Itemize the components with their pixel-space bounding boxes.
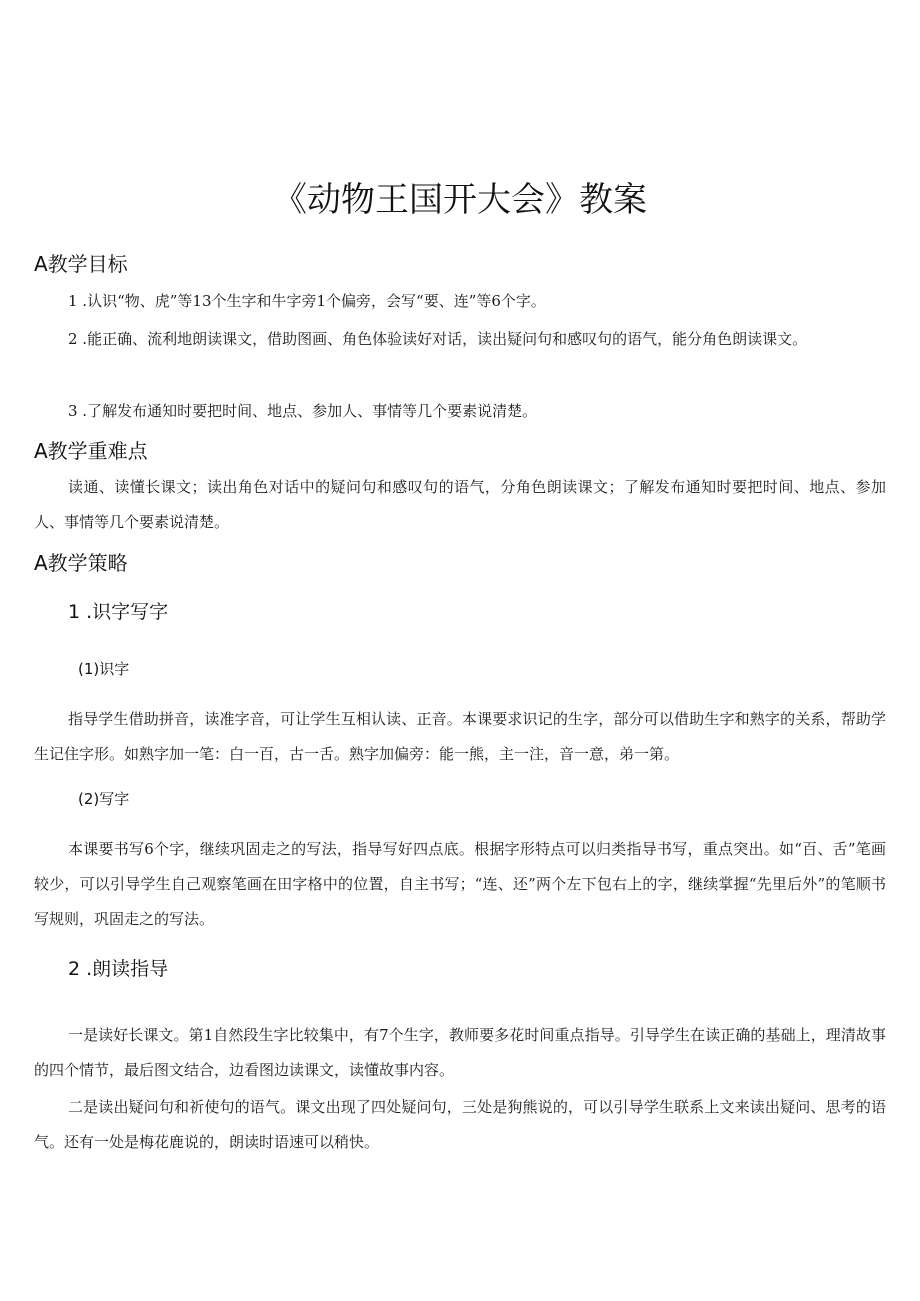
document-title: 《动物王国开大会》教案 <box>273 180 647 220</box>
key-points-text: 读通、读懂长课文；读出角色对话中的疑问句和感叹句的语气，分角色朗读课文；了解发布通知时要把时间、地点、参加人、事情等几个要素说清楚。 <box>34 478 886 531</box>
objective-item-3: 3 .了解发布通知时要把时间、地点、参加人、事情等几个要素说清楚。 <box>68 402 538 420</box>
section-heading-key-points: A教学重难点 <box>34 439 148 463</box>
subsection-heading-reading: 2 .朗读指导 <box>68 958 169 980</box>
objective-item-2: 2 .能正确、流利地朗读课文，借助图画、角色体验读好对话，读出疑问句和感叹句的语气，能分角色朗读课文。 <box>68 330 808 348</box>
objective-item-1: 1 .认识“物、虎”等13个生字和牛字旁1个偏旁，会写“要、连”等6个字。 <box>68 292 546 310</box>
recognize-text: 指导学生借助拼音，读准字音，可让学生互相认读、正音。本课要求识记的生字，部分可以借助生字和熟字的关系，帮助学生记住字形。如熟字加一笔：白一百，古一舌。熟字加偏旁：能一熊，主一注，音一意，弟一第。 <box>34 710 886 763</box>
section-heading-objectives: A教学目标 <box>34 252 128 276</box>
part-heading-write: (2)写字 <box>78 790 130 808</box>
subsection-heading-literacy: 1 .识字写字 <box>68 601 169 623</box>
write-text: 本课要书写6个字，继续巩固走之的写法，指导写好四点底。根据字形特点可以归类指导书写，重点突出。如“百、舌”笔画较少，可以引导学生自己观察笔画在田字格中的位置，自主书写；“连、还”两个左下包右上的字，继续掌握“先里后外”的笔顺书写规则，巩固走之的写法。 <box>34 840 886 928</box>
section-heading-strategy: A教学策略 <box>34 551 128 575</box>
reading-paragraph-1: 一是读好长课文。第1自然段生字比较集中，有7个生字，教师要多花时间重点指导。引导学生在读正确的基础上，理清故事的四个情节，最后图文结合，边看图边读课文，读懂故事内容。 <box>34 1026 886 1079</box>
part-heading-recognize: (1)识字 <box>78 660 130 678</box>
reading-paragraph-2: 二是读出疑问句和祈使句的语气。课文出现了四处疑问句，三处是狗熊说的，可以引导学生联系上文来读出疑问、思考的语气。还有一处是梅花鹿说的，朗读时语速可以稍快。 <box>34 1098 886 1151</box>
